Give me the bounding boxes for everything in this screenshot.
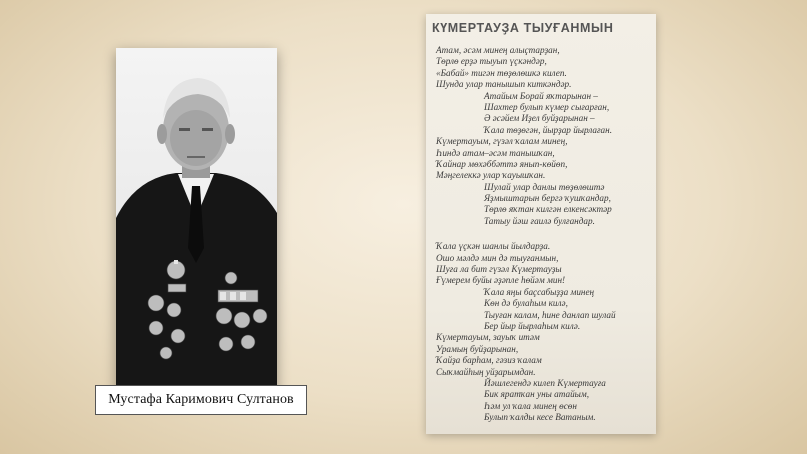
poem-line: Күмертауым, зауыҡ итәм (436, 332, 540, 343)
poem-line: Йәшлегендә килеп Күмертауға (484, 377, 606, 388)
poem-line: Көн дә булаһым килә, (484, 298, 568, 309)
poem-line: Бер йыр йырлаһым килә. (484, 320, 581, 331)
poem-line: Мәңгелеккә улар ҡауышҡан. (436, 170, 546, 181)
poem-line: Тыуған калам, һине данлап шулай (484, 309, 616, 320)
poem-body (426, 45, 656, 424)
poem-line: Ә әсәйем Иҙел буйҙарынан – (484, 113, 595, 124)
poem-line: Шахтер булып күмер сығарған, (484, 101, 610, 112)
poem-line: Ғүмерем буйы әҙәпле һөйәм мин! (436, 275, 566, 286)
poem-line: Күмертауым, гүзәл ҡалам минең, (436, 136, 568, 147)
poem-line: «Бабай» тигән төҙөлөшкә килеп. (436, 67, 567, 78)
poem-line: Ҡала үҫкән шанлы йылдарҙа. (436, 241, 551, 252)
stanza-gap (426, 227, 656, 241)
poem-line: Бик яратҡан уны атайым, (484, 389, 590, 400)
poem-line: Ошо мәлдә мин дә тыуғанмын, (436, 252, 559, 263)
poem-line: Татыу йәш ғаилә булғандар. (484, 215, 595, 226)
poem-line: Һәм ул ҡала минең өсөн (484, 400, 577, 411)
poem-line: Ҡайҙа барһам, гәзиз ҡалам (436, 355, 542, 366)
poem-line: Ҡала төҙөгән, йырҙар йырлаған. (484, 124, 612, 135)
poem-line: Ҡала яңы баҫсабыҙҙа минең (484, 286, 595, 297)
portrait-photo (116, 48, 277, 400)
poem-line: Һиндә атам–әсәм танышҡан, (436, 147, 555, 158)
poem-line: Төрлө яҡтан килгән елкенсәктәр (484, 204, 612, 215)
poem-line: Шуға ла бит гүзәл Күмертауҙы (436, 264, 562, 275)
poem-line: Ҡайнар мөхәббәттә янып-көйөп, (436, 158, 568, 169)
poem-title: КҮМЕРТАУҘА ТЫУҒАНМЫН (432, 21, 614, 35)
poem-line: Атам, әсәм минең алыҫтарҙан, (436, 45, 560, 55)
poem-line: Шулай улар данлы төҙөлөштә (484, 181, 605, 192)
poem-line: Сыҡмайһың уйҙарымдан. (436, 366, 536, 377)
poem-line: Төрлө ерҙә тыуып үҫкәндәр, (436, 56, 547, 67)
portrait-caption: Мустафа Каримович Султанов (95, 385, 307, 415)
poem-line: Урамың буйҙарынан, (436, 343, 519, 354)
poem-page (426, 14, 656, 434)
portrait-illustration (116, 48, 277, 400)
poem-line: Яҙмыштарын бергә ҡушҡандар, (484, 193, 611, 204)
poem-line: Булып ҡалды кесе Ватаным. (484, 412, 596, 423)
poem-line: Атайым Борай яҡтарынан – (484, 90, 598, 101)
poem-line: Шунда улар танышып киткәндәр. (436, 79, 572, 90)
